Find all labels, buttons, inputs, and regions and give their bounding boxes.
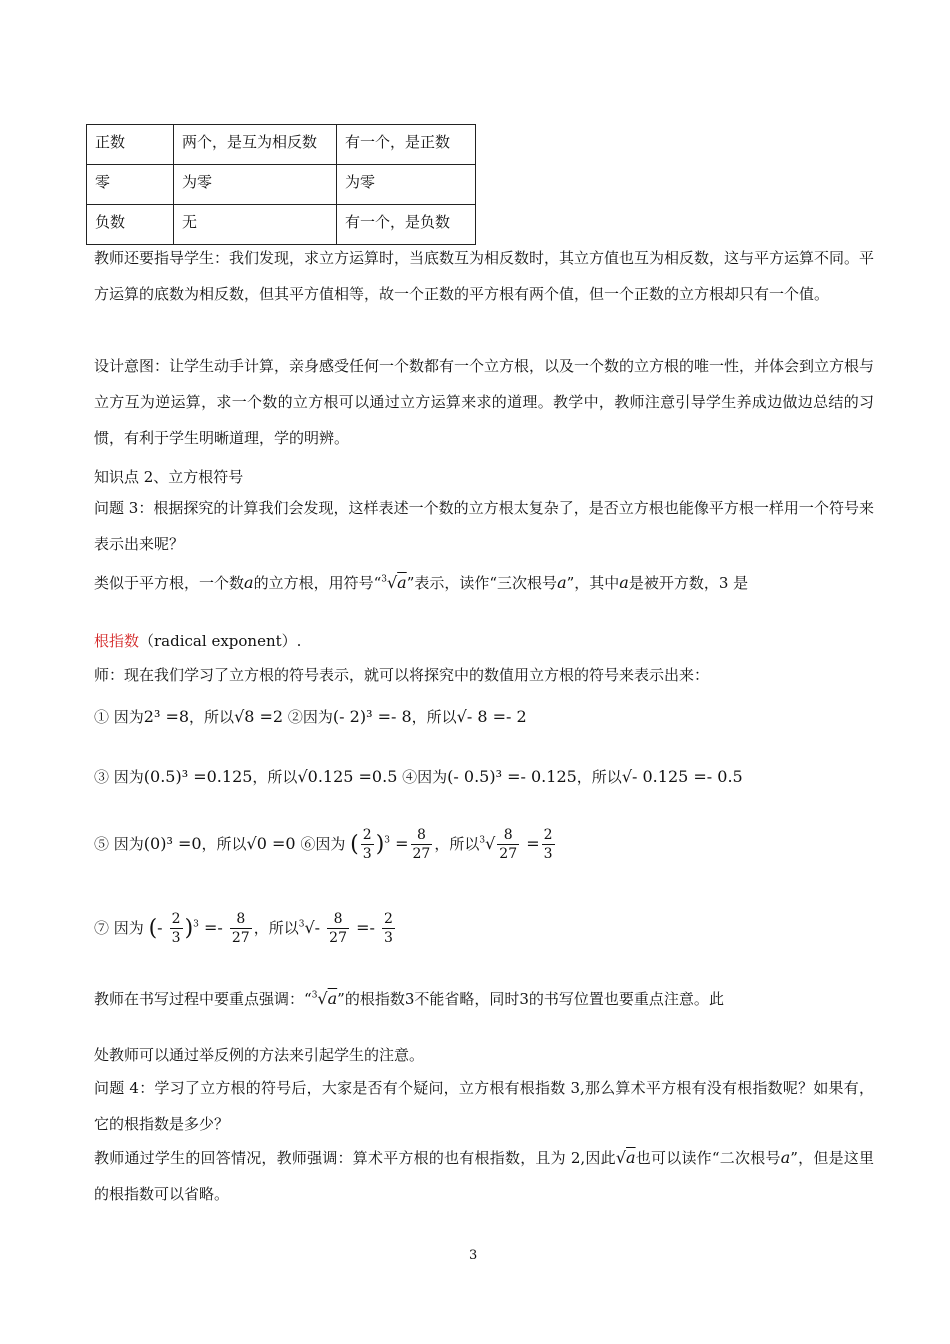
table-cell: 无 <box>174 205 337 245</box>
table-row <box>87 205 476 245</box>
question-4: 问题 4：学习了立方根的符号后，大家是否有个疑问，立方根有根指数 3,那么算术平方根有没有根指数呢？如果有，它的根指数是多少？ <box>94 1079 874 1133</box>
table-cell: 两个，是互为相反数 <box>174 125 337 165</box>
example-row-2: ③ 因为(0.5)³ =0.125，所以√0.125 =0.5 ④因为(- 0.5)³ =- 0.125，所以√- 0.125 =- 0.5 <box>94 767 743 786</box>
example-row-1: ① 因为2³ =8，所以√8 =2 ②因为(- 2)³ =- 8，所以√- 8 =- 2 <box>94 707 527 726</box>
cube-root-symbol: $^3$√a <box>381 573 407 592</box>
teacher-intro: 师：现在我们学习了立方根的符号表示，就可以将探究中的数值用立方根的符号来表示出来： <box>94 666 710 684</box>
question-3: 问题 3：根据探究的计算我们会发现，这样表述一个数的立方根太复杂了，是否立方根也能像平方根一样用一个符号来表示出来呢？ <box>94 499 874 553</box>
final-paragraph: 教师通过学生的回答情况，教师强调：算术平方根的也有根指数，且为 2,因此√a也可以读作“二次根号a”，但是这里的根指数可以省略。 <box>94 1148 875 1203</box>
table-row <box>87 165 476 205</box>
table-row <box>87 125 476 165</box>
table-cell: 为零 <box>174 165 337 205</box>
table-cell: 正数 <box>87 125 174 165</box>
table-cell: 为零 <box>337 165 476 205</box>
table-cell: 负数 <box>87 205 174 245</box>
paragraph-design-intent: 设计意图：让学生动手计算，亲身感受任何一个数都有一个立方根，以及一个数的立方根的唯一性，并体会到立方根与立方互为逆运算，求一个数的立方根可以通过立方运算来求的道理。教学中，教师注意引导学生养成边做边总结的习惯，有利于学生明晰道理，学的明辨。 <box>94 357 875 447</box>
sign-comparison-table <box>86 124 476 245</box>
table-cell: 有一个，是负数 <box>337 205 476 245</box>
table-cell: 有一个，是正数 <box>337 125 476 165</box>
radical-term: 根指数 <box>94 632 140 650</box>
example-row-4: ⑦ 因为 (- $\frac{2}{3}$ )$^3$ =- $\frac{8}{27}$ ，所以$^3$√- $\frac{8}{27}$ =- $\frac{2}{3}$ <box>94 911 393 946</box>
emphasis-line: 教师在书写过程中要重点强调：“$^3$√a”的根指数3不能省略，同时3的书写位置也要重点注意。此 <box>94 989 724 1008</box>
analogy-line: 类似于平方根，一个数a的立方根，用符号“$^3$√a”表示，读作“三次根号a”，其中a是被开方数，3 是 <box>94 573 749 592</box>
example-row-3: ⑤ 因为(0)³ =0，所以√0 =0 ⑥因为 ( $\frac{2}{3}$ )$^3$ = $\frac{8}{27}$ ，所以$^3$√ $\frac{8}{27}$ = $\frac{2}{3}$ <box>94 827 553 862</box>
radical-exponent-line: 根指数（radical exponent）. <box>94 632 302 650</box>
emphasis-line-2: 处教师可以通过举反例的方法来引起学生的注意。 <box>94 1046 425 1064</box>
page-number: 3 <box>469 1248 478 1263</box>
paragraph-teacher-guidance: 教师还要指导学生：我们发现，求立方运算时，当底数互为相反数时，其立方值也互为相反数，这与平方运算不同。平方运算的底数为相反数，但其平方值相等，故一个正数的平方根有两个值，但一个正数的立方根却只有一个值。 <box>94 249 875 303</box>
table-cell: 零 <box>87 165 174 205</box>
section-heading: 知识点 2、立方根符号 <box>94 468 244 486</box>
